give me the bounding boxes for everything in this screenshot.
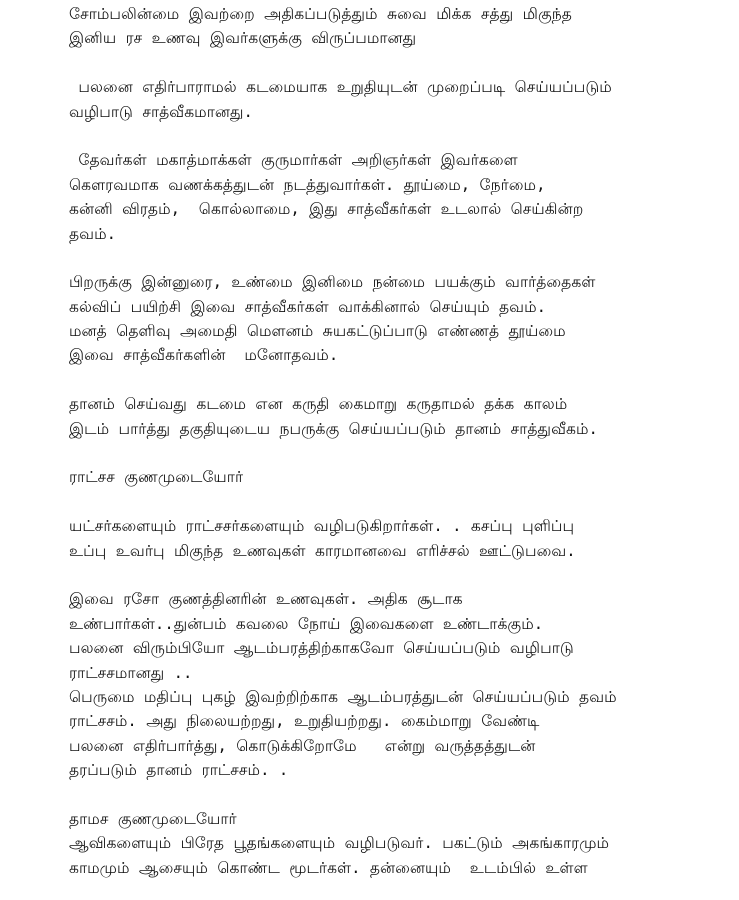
- text-line: கல்விப் பயிற்சி இவை சாத்வீகர்கள் வாக்கினால் செய்யும் தவம்.: [69, 297, 547, 316]
- text-line: சோம்பலின்மை இவற்றை அதிகப்படுத்தும் சுவை மிக்க சத்து மிகுந்த: [69, 5, 572, 23]
- text-line: இவை சாத்வீகர்களின் மனோதவம்.: [69, 346, 339, 365]
- text-line: ராட்சசம். அது நிலையற்றது, உறுதியற்றது. கைம்மாறு வேண்டி: [69, 712, 540, 731]
- text-line: உண்பார்கள்..துன்பம் கவலை நோய் இவைகளை உண்டாக்கும்.: [69, 614, 544, 633]
- text-line: இனிய ரச உணவு இவர்களுக்கு விருப்பமானது: [69, 29, 417, 48]
- section-heading: ராட்சச குணமுடையோர்: [69, 468, 244, 487]
- text-line: காமமும் ஆசையும் கொண்ட மூடர்கள். தன்னையும் உடம்பில் உள்ள: [69, 858, 588, 877]
- blank-line: [69, 441, 729, 465]
- blank-line: [69, 783, 729, 807]
- blank-line: [69, 563, 729, 587]
- text-line: இடம் பார்த்து தகுதியுடைய நபருக்கு செய்யப்படும் தானம் சாத்துவீகம்.: [69, 419, 598, 438]
- text-line: யட்சர்களையும் ராட்சசர்களையும் வழிபடுகிறார்கள். . கசப்பு புளிப்பு: [69, 517, 575, 536]
- text-line: வழிபாடு சாத்வீகமானது.: [69, 102, 253, 121]
- section-heading: தாமச குணமுடையோர்: [69, 809, 237, 828]
- text-line: கன்னி விரதம், கொல்லாமை, இது சாத்வீகர்கள் உடலால் செய்கின்ற: [69, 200, 584, 219]
- text-line: ராட்சசமானது ..: [69, 663, 193, 682]
- text-line: தேவர்கள் மகாத்மாக்கள் குருமார்கள் அறிஞர்கள் இவர்களை: [69, 151, 518, 170]
- blank-line: [69, 124, 729, 148]
- text-line: தானம் செய்வது கடமை என கருதி கைமாறு கருதாமல் தக்க காலம்: [69, 395, 568, 414]
- text-line: கௌரவமாக வணக்கத்துடன் நடத்துவார்கள். தூய்மை, நேர்மை,: [69, 175, 546, 194]
- text-line: இவை ரசோ குணத்தினரின் உணவுகள். அதிக சூடாக: [69, 590, 463, 609]
- text-line: மனத் தெளிவு அமைதி மௌனம் சுயகட்டுப்பாடு எண்ணத் தூய்மை: [69, 322, 566, 341]
- text-body: [69, 2, 729, 880]
- text-line: பலனை எதிர்பாராமல் கடமையாக உறுதியுடன் முறைப்படி செய்யப்படும்: [69, 78, 612, 97]
- text-line: தவம்.: [69, 224, 117, 243]
- blank-line: [69, 51, 729, 75]
- text-line: உப்பு உவர்பு மிகுந்த உணவுகள் காரமானவை எரிச்சல் ஊட்டுபவை.: [69, 541, 576, 560]
- text-line: பலனை எதிர்பார்த்து, கொடுக்கிறோமே என்று வருத்தத்துடன்: [69, 736, 536, 755]
- text-line: பெருமை மதிப்பு புகழ் இவற்றிற்காக ஆடம்பரத்துடன் செய்யப்படும் தவம்: [69, 687, 617, 706]
- text-line: ஆவிகளையும் பிரேத பூதங்களையும் வழிபடுவர். பகட்டும் அகங்காரமும்: [69, 834, 610, 853]
- text-line: தரப்படும் தானம் ராட்சசம். .: [69, 761, 289, 780]
- text-line: பலனை விரும்பியோ ஆடம்பரத்திற்காகவோ செய்யப்படும் வழிபாடு: [69, 639, 574, 658]
- blank-line: [69, 368, 729, 392]
- blank-line: [69, 246, 729, 270]
- blank-line: [69, 490, 729, 514]
- text-line: பிறருக்கு இன்னுரை, உண்மை இனிமை நன்மை பயக்கும் வார்த்தைகள்: [69, 273, 596, 292]
